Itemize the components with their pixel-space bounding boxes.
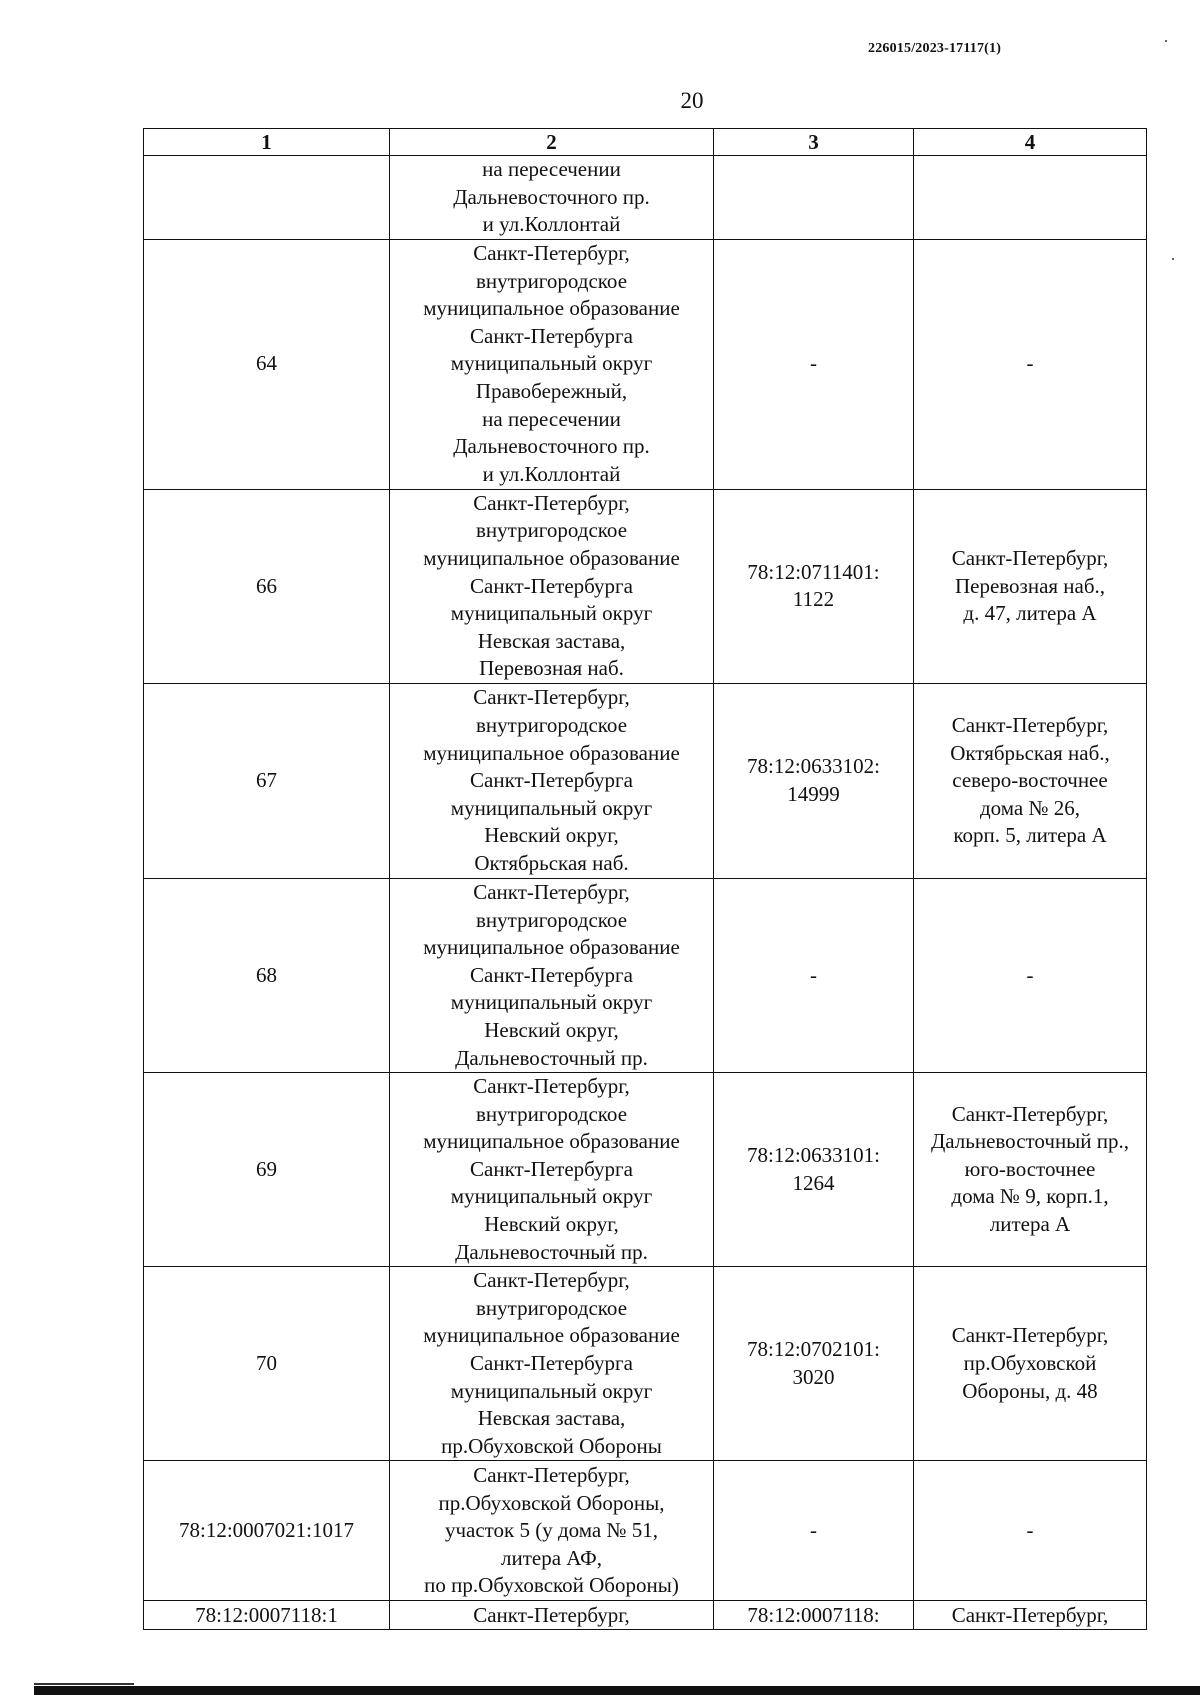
- cell-text-line: 67: [256, 768, 277, 793]
- cell-text-line: Санкт-Петербурга: [470, 962, 633, 987]
- column-header-3: 3: [714, 129, 914, 156]
- table-cell-col-4: [914, 1073, 1147, 1267]
- cell-text-line: 69: [256, 1156, 277, 1181]
- table-cell-col-1: [144, 1073, 390, 1267]
- cell-text-line: муниципальное образование: [423, 1323, 680, 1348]
- cell-text-line: Перевозная наб.,: [954, 573, 1106, 598]
- cell-text-line: 1122: [792, 587, 835, 612]
- cell-text-line: Октябрьская наб.: [474, 850, 629, 875]
- cell-text-line: Невский округ,: [484, 1212, 619, 1237]
- cell-text-line: Правобережный,: [475, 379, 628, 404]
- table-cell-col-2: [390, 1267, 714, 1461]
- table-cell-col-2: [390, 1601, 714, 1630]
- cell-text-line: 78:12:0633102:: [746, 754, 880, 779]
- cell-text-line: внутригородское: [475, 1101, 628, 1126]
- table-cell-col-3: [714, 683, 914, 878]
- table-cell-col-1: [144, 1267, 390, 1461]
- table-cell-col-2: [390, 1073, 714, 1267]
- column-header-1: 1: [144, 129, 390, 156]
- table-cell-col-1: [144, 878, 390, 1072]
- cell-text-line: Санкт-Петербурга: [470, 323, 633, 348]
- column-header-2: 2: [390, 129, 714, 156]
- cell-text-line: 78:12:0702101:: [746, 1337, 880, 1362]
- table-cell-col-1: [144, 683, 390, 878]
- cell-text-line: муниципальное образование: [423, 545, 680, 570]
- cell-text-line: на пересечении: [482, 406, 621, 431]
- table-cell-col-4: [914, 489, 1147, 683]
- cell-text-line: Невский округ,: [484, 823, 619, 848]
- cell-text-line: -: [1026, 351, 1034, 376]
- cell-text-line: -: [810, 1518, 817, 1543]
- cell-text-line: дома № 9, корп.1,: [951, 1184, 1109, 1209]
- document-registration-number: 226015/2023-17117(1): [868, 41, 1002, 56]
- cell-text-line: Санкт-Петербург,: [951, 1101, 1109, 1126]
- table-cell-col-2: [390, 1461, 714, 1601]
- table-cell-col-4: [914, 878, 1147, 1072]
- cell-text-line: муниципальный округ: [450, 795, 653, 820]
- cell-text-line: Дальневосточного пр.: [453, 184, 650, 209]
- cell-text-line: муниципальное образование: [423, 740, 680, 765]
- cell-text-line: Санкт-Петербурга: [470, 573, 633, 598]
- cell-text-line: Санкт-Петербург,: [951, 1323, 1109, 1348]
- cell-text-line: Санкт-Петербурга: [470, 768, 633, 793]
- table-row: [144, 239, 1147, 489]
- cell-text-line: 78:12:0007118:: [747, 1602, 880, 1627]
- table-row: [144, 1267, 1147, 1461]
- table-row: [144, 1601, 1147, 1630]
- table-cell-col-2: [390, 489, 714, 683]
- cell-text-line: пр.Обуховской: [963, 1351, 1097, 1376]
- table-cell-col-3: [714, 1601, 914, 1630]
- column-header-4: 4: [914, 129, 1147, 156]
- cell-text-line: внутригородское: [475, 268, 628, 293]
- cell-text-line: Санкт-Петербург,: [951, 712, 1109, 737]
- cell-text-line: пр.Обуховской Обороны,: [438, 1490, 665, 1515]
- cell-text-line: Санкт-Петербург,: [473, 879, 630, 904]
- cell-text-line: 14999: [787, 781, 840, 806]
- table-cell-col-4: [914, 1601, 1147, 1630]
- cell-text-line: дома № 26,: [979, 795, 1081, 820]
- cell-text-line: Санкт-Петербург,: [473, 1462, 630, 1487]
- cell-text-line: Дальневосточный пр.,: [930, 1129, 1130, 1154]
- table-row: [144, 878, 1147, 1072]
- table-cell-col-2: [390, 683, 714, 878]
- table-cell-col-1: [144, 156, 390, 240]
- table-cell-col-1: [144, 489, 390, 683]
- cell-text-line: литера АФ,: [501, 1545, 602, 1570]
- cell-text-line: юго-восточнее: [964, 1156, 1096, 1181]
- cell-text-line: Санкт-Петербурга: [470, 1156, 633, 1181]
- table-header-row: [144, 129, 1147, 156]
- cell-text-line: 64: [256, 351, 277, 376]
- cell-text-line: 78:12:0633101:: [746, 1143, 880, 1168]
- cell-text-line: Дальневосточный пр.: [455, 1045, 648, 1070]
- cell-text-line: муниципальный округ: [450, 1378, 653, 1403]
- table-cell-col-4: [914, 156, 1147, 240]
- table-cell-col-3: [714, 1073, 914, 1267]
- cell-text-line: Санкт-Петербург,: [473, 1268, 630, 1293]
- cell-text-line: муниципальное образование: [423, 1129, 680, 1154]
- table-cell-col-2: [390, 239, 714, 489]
- cell-text-line: по пр.Обуховской Обороны): [424, 1573, 679, 1598]
- table-cell-col-4: [914, 1461, 1147, 1601]
- table-cell-col-3: [714, 156, 914, 240]
- table-cell-col-4: [914, 239, 1147, 489]
- cell-text-line: муниципальное образование: [423, 935, 680, 960]
- table-row: [144, 683, 1147, 878]
- cell-text-line: северо-восточнее: [952, 768, 1108, 793]
- cell-text-line: на пересечении: [482, 157, 621, 181]
- cell-text-line: -: [810, 962, 817, 987]
- page-number: 20: [680, 88, 704, 113]
- cell-text-line: Невская застава,: [477, 628, 626, 653]
- cell-text-line: Санкт-Петербург,: [473, 685, 630, 710]
- table-cell-col-1: [144, 1461, 390, 1601]
- cell-text-line: муниципальное образование: [423, 296, 680, 321]
- cell-text-line: Невская застава,: [477, 1406, 626, 1431]
- cell-text-line: 68: [256, 962, 277, 987]
- table-cell-col-3: [714, 1461, 914, 1601]
- cell-text-line: -: [1026, 1518, 1034, 1543]
- table-row: [144, 156, 1147, 240]
- cell-text-line: Санкт-Петербург,: [473, 1602, 630, 1627]
- cell-text-line: Дальневосточный пр.: [455, 1239, 648, 1264]
- cell-text-line: участок 5 (у дома № 51,: [444, 1518, 659, 1543]
- cell-text-line: Санкт-Петербург,: [951, 1602, 1109, 1627]
- cell-text-line: и ул.Коллонтай: [482, 461, 621, 486]
- cell-text-line: Санкт-Петербург,: [473, 1074, 630, 1099]
- cell-text-line: литера А: [989, 1212, 1071, 1237]
- cell-text-line: Дальневосточного пр.: [453, 434, 650, 459]
- table-cell-col-2: [390, 156, 714, 240]
- table-cell-col-3: [714, 489, 914, 683]
- cell-text-line: 1264: [792, 1170, 835, 1195]
- table-cell-col-3: [714, 239, 914, 489]
- cell-text-line: Невский округ,: [484, 1017, 619, 1042]
- cell-text-line: Санкт-Петербург,: [473, 490, 630, 515]
- table-row: [144, 489, 1147, 683]
- register-table: [143, 128, 1147, 1630]
- cell-text-line: 78:12:0007021:1017: [178, 1518, 354, 1543]
- cell-text-line: муниципальный округ: [450, 601, 653, 626]
- cell-text-line: внутригородское: [475, 907, 628, 932]
- cell-text-line: 66: [256, 573, 277, 598]
- table-cell-col-2: [390, 878, 714, 1072]
- cell-text-line: д. 47, литера А: [963, 601, 1097, 626]
- cell-text-line: 78:12:0711401:: [747, 559, 880, 584]
- cell-text-line: 3020: [792, 1364, 835, 1389]
- cell-text-line: Санкт-Петербург,: [951, 545, 1109, 570]
- cell-text-line: муниципальный округ: [450, 1184, 653, 1209]
- cell-text-line: Санкт-Петербурга: [470, 1351, 633, 1376]
- table-cell-col-4: [914, 683, 1147, 878]
- table-row: [144, 1073, 1147, 1267]
- table-cell-col-3: [714, 1267, 914, 1461]
- table-row: [144, 1461, 1147, 1601]
- cell-text-line: Санкт-Петербург,: [473, 241, 630, 266]
- cell-text-line: пр.Обуховской Обороны: [441, 1433, 662, 1458]
- cell-text-line: внутригородское: [475, 1295, 628, 1320]
- cell-text-line: Октябрьская наб.,: [950, 740, 1110, 765]
- scan-edge-line: [34, 1683, 134, 1685]
- table-cell-col-4: [914, 1267, 1147, 1461]
- cell-text-line: муниципальный округ: [450, 351, 653, 376]
- cell-text-line: Перевозная наб.: [479, 656, 624, 681]
- cell-text-line: 78:12:0007118:1: [195, 1602, 338, 1627]
- cell-text-line: -: [810, 351, 817, 376]
- table-cell-col-1: [144, 239, 390, 489]
- cell-text-line: внутригородское: [475, 712, 628, 737]
- table-cell-col-1: [144, 1601, 390, 1630]
- cell-text-line: -: [1026, 962, 1034, 987]
- scan-bottom-border: [34, 1686, 1200, 1695]
- cell-text-line: и ул.Коллонтай: [482, 212, 621, 237]
- cell-text-line: муниципальный округ: [450, 990, 653, 1015]
- cell-text-line: Обороны, д. 48: [962, 1378, 1098, 1403]
- cell-text-line: 70: [256, 1351, 277, 1376]
- table-body: [144, 156, 1147, 1630]
- table-cell-col-3: [714, 878, 914, 1072]
- scan-speck: [1165, 40, 1167, 42]
- cell-text-line: корп. 5, литера А: [953, 823, 1107, 848]
- cell-text-line: внутригородское: [475, 518, 628, 543]
- scan-speck: [1172, 258, 1174, 260]
